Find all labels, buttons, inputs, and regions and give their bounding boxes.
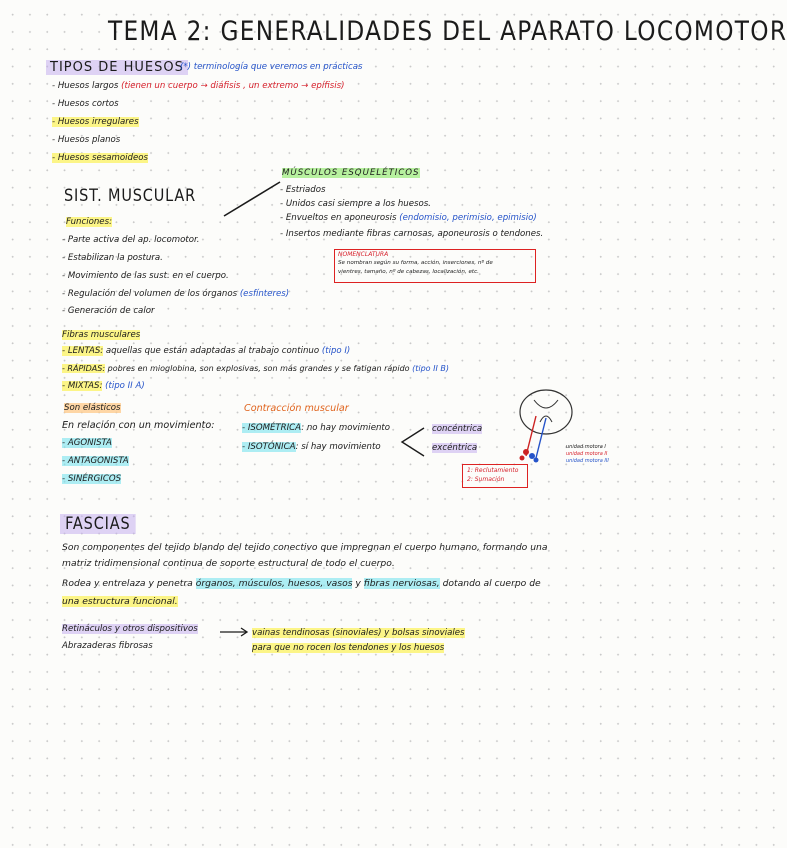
tipos-heading: TIPOS DE HUESOS — [46, 60, 188, 75]
connector-line — [222, 178, 284, 220]
legend-item: unidad motora I — [566, 444, 606, 450]
fibras-tipo: (tipo II A) — [105, 381, 145, 391]
funcion-item: - Estabilizan la postura. — [62, 253, 163, 263]
elasticos-item — [62, 438, 112, 448]
tipos-item-irregulares — [52, 117, 139, 127]
page-title: TEMA 2: GENERALIDADES DEL APARATO LOCOMOTOR — [108, 16, 787, 47]
tipos-item-planos: - Huesos planos — [52, 135, 121, 145]
fascias-text: y — [355, 578, 361, 589]
contraccion-heading: Contracción muscular — [244, 403, 349, 414]
contraccion-isometrica — [242, 423, 390, 433]
fibras-text: aquellas que están adaptadas al trabajo continuo — [105, 346, 320, 356]
fascias-para-line: Son componentes del tejido blando del tejido conectivo que impregnan el cuerpo humano, formando una — [62, 542, 548, 553]
fibras-label: - LENTAS: — [62, 346, 104, 356]
tipos-item-note: (tienen un cuerpo → diáfisis , un extremo → epífisis) — [121, 81, 345, 91]
nomenclatura-line: Se nombran según su forma, acción, inserciones, nº de — [338, 260, 493, 266]
fibras-heading: Fibras musculares — [62, 330, 141, 340]
vainas-line: vainas tendinosas (sinoviales) y bolsas sinoviales — [252, 628, 465, 638]
tipos-item-label: - Huesos irregulares — [52, 117, 139, 127]
abrazaderas-label: Abrazaderas fibrosas — [62, 641, 153, 651]
musculos-heading: MÚSCULOS ESQUELÉTICOS — [282, 168, 420, 178]
contraccion-label: - ISOTÓNICA — [242, 442, 296, 452]
contraccion-label: - ISOMÉTRICA — [242, 423, 302, 433]
arrow-right-icon — [218, 626, 252, 638]
concentrica-label: concéntrica — [432, 424, 483, 434]
fascias-text: dotando al cuerpo de — [442, 578, 541, 589]
musculos-item-label: - Envueltos en aponeurosis — [280, 213, 397, 223]
musculos-item: - Estriados — [280, 185, 326, 195]
nomenclatura-heading: NOMENCLATURA — [338, 251, 389, 258]
fascias-hl: una estructura funcional. — [62, 596, 178, 607]
fibras-label: - MIXTAS: — [62, 381, 103, 391]
tipos-item-label: - Huesos largos — [52, 81, 119, 91]
tipos-item-cortos: - Huesos cortos — [52, 99, 119, 109]
funcion-item — [62, 289, 289, 299]
elasticos-item — [62, 456, 129, 466]
elasticos-relacion: En relación con un movimiento: — [62, 420, 215, 431]
contraccion-text: : sí hay movimiento — [295, 442, 381, 452]
retinaculos-text: Retináculos y otros dispositivos — [62, 624, 198, 634]
funcion-item: - Parte activa del ap. locomotor. — [62, 235, 200, 245]
tipos-note: (*) terminología que veremos en prácticas — [180, 62, 363, 72]
tipos-item-label: - Huesos sesamoideos — [52, 153, 148, 163]
contraccion-text: : no hay movimiento — [301, 423, 391, 433]
funciones-heading: Funciones: — [66, 217, 112, 227]
fascias-para2-cont — [62, 596, 178, 607]
envolturas-note: (endomisio, perimisio, epimisio) — [399, 213, 537, 223]
excentrica-label: excéntrica — [432, 443, 478, 453]
tipos-item-sesamoideos — [52, 153, 148, 163]
musculos-item: - Unidos casi siempre a los huesos. — [280, 199, 431, 209]
musculos-item: - Insertos mediante fibras carnosas, aponeurosis o tendones. — [280, 229, 544, 239]
fibras-mixtas — [62, 381, 145, 391]
esfinteres-note: (esfínteres) — [239, 289, 290, 299]
bracket-icon — [398, 424, 428, 460]
funcion-item: - Generación de calor — [62, 306, 155, 316]
elasticos-item — [62, 474, 121, 484]
fibras-lentas — [62, 346, 350, 356]
elasticos-item-label: - SINÉRGICOS — [62, 474, 122, 484]
fascias-para2 — [62, 578, 541, 589]
retinaculos-label — [62, 624, 198, 634]
fascias-hl: órganos, músculos, huesos, vasos — [195, 578, 353, 589]
vainas-line: para que no rocen los tendones y los huesos — [252, 643, 445, 653]
funcion-item-label: - Regulación del volumen de los órganos — [62, 289, 238, 299]
fibras-rapidas — [62, 364, 449, 373]
fibras-tipo: (tipo II B) — [412, 364, 449, 373]
contraccion-isotonica — [242, 442, 381, 452]
elasticos-item-label: - AGONISTA — [62, 438, 112, 448]
nomenclatura-box — [334, 249, 536, 283]
legend-item: unidad motora III — [566, 458, 609, 464]
fibras-tipo: (tipo I) — [321, 346, 351, 356]
nomenclatura-line: vientres, tamaño, nº de cabezas, localización, etc. — [338, 269, 479, 275]
fascias-para-line: matriz tridimensional continua de soporte estructural de todo el cuerpo. — [62, 558, 395, 569]
fascias-hl: fibras nerviosas, — [363, 578, 440, 589]
elasticos-heading: Son elásticos — [64, 403, 121, 413]
musculos-item — [280, 213, 537, 223]
fascias-heading: FASCIAS — [60, 514, 136, 534]
funcion-item: - Movimiento de las sust. en el cuerpo. — [62, 271, 229, 281]
sist-heading: SIST. MUSCULAR — [64, 186, 197, 206]
elasticos-item-label: - ANTAGONISTA — [62, 456, 129, 466]
box-line: 2: Sumación — [467, 476, 505, 483]
tipos-item-largos — [52, 81, 344, 91]
fibras-label: - RÁPIDAS: — [62, 364, 106, 373]
legend-item: unidad motora II — [566, 451, 608, 457]
reclutamiento-box — [462, 464, 528, 488]
box-line: 1: Reclutamiento — [467, 467, 519, 474]
fascias-text: Rodea y entrelaza y penetra — [62, 578, 193, 589]
fibras-text: pobres en mioglobina, son explosivas, son más grandes y se fatigan rápido — [107, 364, 410, 373]
